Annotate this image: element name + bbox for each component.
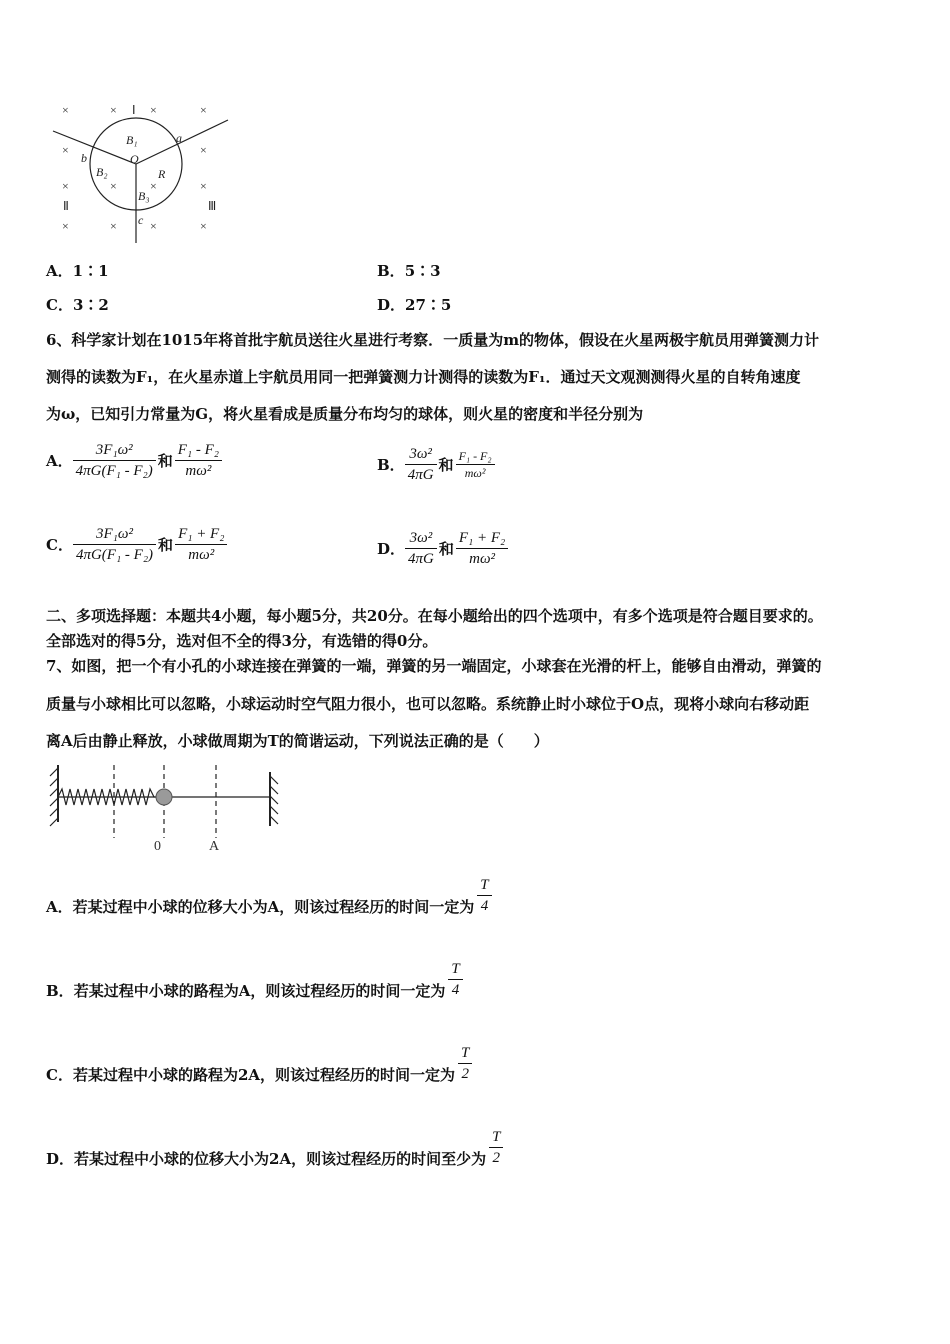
q6-c-density-fraction: $\frac{\text{3F₁ω²}}{\text{4πG(F₁ - F₂)}}$ <box>73 524 156 565</box>
q5-option-a[interactable]: A．1∶1 <box>46 262 109 280</box>
q6-option-d[interactable]: D． $\frac{\text{3ω²}}{4\pi G}$ 和 $\frac{\text{F₁ + F₂}}{\text{mω²}}$ <box>377 528 508 569</box>
region-2-label: Ⅱ <box>63 199 69 213</box>
section-2-heading-line-2: 全部选对的得5分，选对但不全的得3分，有选错的得0分。 <box>46 632 438 650</box>
svg-text:×: × <box>110 219 117 233</box>
svg-text:×: × <box>200 219 207 233</box>
q7-option-c[interactable]: C．若某过程中小球的路程为2A，则该过程经历的时间一定为 $\frac{T}{2}$ <box>46 1043 472 1084</box>
svg-text:×: × <box>62 143 69 157</box>
svg-text:×: × <box>62 219 69 233</box>
ball <box>156 789 172 805</box>
q7-a-fraction: $\frac{T}{4}$ <box>477 875 491 916</box>
q6-b-radius-fraction: $\frac{\text{F₁ - F₂}}{\text{mω²}}$ <box>456 448 495 481</box>
region-1-label: Ⅰ <box>132 103 136 117</box>
q6-option-c[interactable]: C． $\frac{\text{3F₁ω²}}{\text{4πG(F₁ - F₂)}}$ 和 $\frac{\text{F₁ + F₂}}{\text{mω²}}$ <box>46 524 227 565</box>
amplitude-a-label: A <box>209 839 220 854</box>
svg-text:×: × <box>200 179 207 193</box>
point-c-label: c <box>138 213 144 227</box>
svg-text:×: × <box>110 103 117 117</box>
cross-marks <box>62 103 207 233</box>
q6-b-density-fraction: $\frac{\text{3ω²}}{4\pi G}$ <box>405 444 437 485</box>
point-b-label: b <box>81 151 87 165</box>
section-2-heading-line-1: 二、多项选择题：本题共4小题，每小题5分，共20分。在每小题给出的四个选项中，有多个选项是符合题目要求的。 <box>46 607 823 625</box>
magnetic-field-figure <box>45 98 245 248</box>
region-3-label: Ⅲ <box>208 199 217 213</box>
b1-label: B₁ <box>126 133 138 147</box>
spring-oscillator-figure <box>44 760 294 855</box>
q7-option-d[interactable]: D．若某过程中小球的位移大小为2A，则该过程经历的时间至少为 $\frac{T}{2}$ <box>46 1127 503 1168</box>
center-o-label: O <box>130 152 139 166</box>
q5-option-c[interactable]: C．3∶2 <box>46 296 109 314</box>
svg-text:×: × <box>200 143 207 157</box>
q5-option-d[interactable]: D．27∶5 <box>377 296 452 314</box>
svg-text:×: × <box>110 179 117 193</box>
q7-c-fraction: $\frac{T}{2}$ <box>458 1043 472 1084</box>
q6-stem-line-3: 为ω，已知引力常量为G，将火星看成是质量分布均匀的球体，则火星的密度和半径分别为 <box>46 405 644 423</box>
q7-d-fraction: $\frac{T}{2}$ <box>489 1127 503 1168</box>
q6-option-b[interactable]: B． $\frac{\text{3ω²}}{4\pi G}$ 和 $\frac{\text{F₁ - F₂}}{\text{mω²}}$ <box>377 444 495 485</box>
q6-stem-line-2: 测得的读数为F₁，在火星赤道上宇航员用同一把弹簧测力计测得的读数为F₁．通过天文观测测得火星的自转角速度 <box>46 368 801 386</box>
q6-d-radius-fraction: $\frac{\text{F₁ + F₂}}{\text{mω²}}$ <box>456 528 508 569</box>
q6-stem-line-1: 6、科学家计划在1015年将首批宇航员送往火星进行考察．一质量为m的物体，假设在火星两极宇航员用弹簧测力计 <box>46 331 820 349</box>
q6-a-density-fraction: $\frac{\text{3F₁ω²}}{\text{4πG(F₁ - F₂)}}$ <box>73 440 156 481</box>
svg-text:×: × <box>62 179 69 193</box>
svg-text:×: × <box>62 103 69 117</box>
b3-label: B₃ <box>138 189 150 203</box>
q6-c-radius-fraction: $\frac{\text{F₁ + F₂}}{\text{mω²}}$ <box>175 524 227 565</box>
equilibrium-o-label: 0 <box>154 839 161 854</box>
radius-r-label: R <box>158 167 166 181</box>
q6-option-a[interactable]: A． $\frac{\text{3F₁ω²}}{\text{4πG(F₁ - F₂)}}$ 和 $\frac{\text{F₁ - F₂}}{\text{mω²}}$ <box>46 440 222 481</box>
q7-option-b[interactable]: B．若某过程中小球的路程为A，则该过程经历的时间一定为 $\frac{T}{4}$ <box>46 959 463 1000</box>
q7-stem-line-1: 7、如图，把一个有小孔的小球连接在弹簧的一端，弹簧的另一端固定，小球套在光滑的杆上，能够自由滑动，弹簧的 <box>46 657 822 675</box>
q7-stem-line-2: 质量与小球相比可以忽略，小球运动时空气阻力很小，也可以忽略。系统静止时小球位于O点，现将小球向右移动距 <box>46 695 810 713</box>
svg-text:×: × <box>150 103 157 117</box>
point-a-label: a <box>176 131 182 145</box>
q7-stem-line-3: 离A后由静止释放，小球做周期为T的简谐运动，下列说法正确的是（ ） <box>46 732 549 750</box>
q6-d-density-fraction: $\frac{\text{3ω²}}{4\pi G}$ <box>405 528 437 569</box>
q7-b-fraction: $\frac{T}{4}$ <box>448 959 462 1000</box>
q6-a-radius-fraction: $\frac{\text{F₁ - F₂}}{\text{mω²}}$ <box>175 440 222 481</box>
svg-text:×: × <box>150 179 157 193</box>
svg-text:×: × <box>200 103 207 117</box>
b2-label: B₂ <box>96 165 108 179</box>
svg-text:×: × <box>150 219 157 233</box>
q5-option-b[interactable]: B．5∶3 <box>377 262 441 280</box>
q7-option-a[interactable]: A．若某过程中小球的位移大小为A，则该过程经历的时间一定为 $\frac{T}{4}$ <box>46 875 492 916</box>
